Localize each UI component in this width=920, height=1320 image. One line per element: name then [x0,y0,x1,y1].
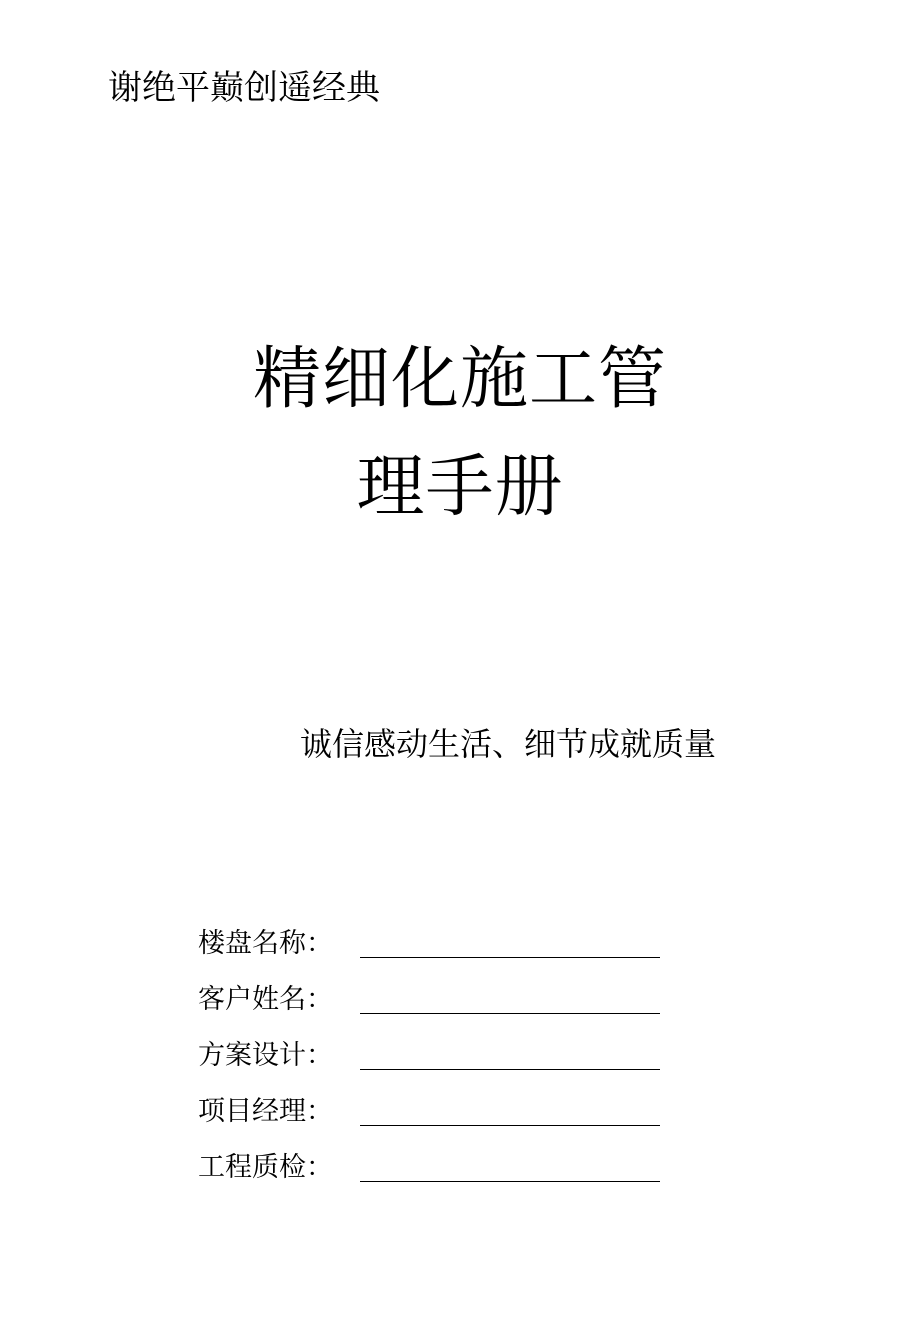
form-row-project-name [198,908,678,964]
customer-name-field[interactable] [360,1013,660,1014]
form-row-design [198,1020,678,1076]
title-line-1: 精细化施工管 [252,340,667,419]
project-manager-label: 项目经理： [198,1096,333,1127]
quality-inspection-field[interactable] [360,1181,660,1182]
design-field[interactable] [360,1069,660,1070]
form-row-project-manager [198,1076,678,1132]
tagline: 诚信感动生活、细节成就质量 [300,725,717,763]
customer-name-label: 客户姓名： [198,984,333,1015]
title-line-2: 理手册 [356,448,564,527]
project-name-label: 楼盘名称： [198,928,333,959]
quality-inspection-label: 工程质检： [198,1152,333,1183]
form-row-quality-inspection [198,1132,678,1188]
form-row-customer-name [198,964,678,1020]
project-name-field[interactable] [360,957,660,958]
document-title [0,326,920,542]
info-form [198,908,678,1188]
design-label: 方案设计： [198,1040,333,1071]
header-slogan: 谢绝平巅创遥经典 [108,68,380,108]
project-manager-field[interactable] [360,1125,660,1126]
